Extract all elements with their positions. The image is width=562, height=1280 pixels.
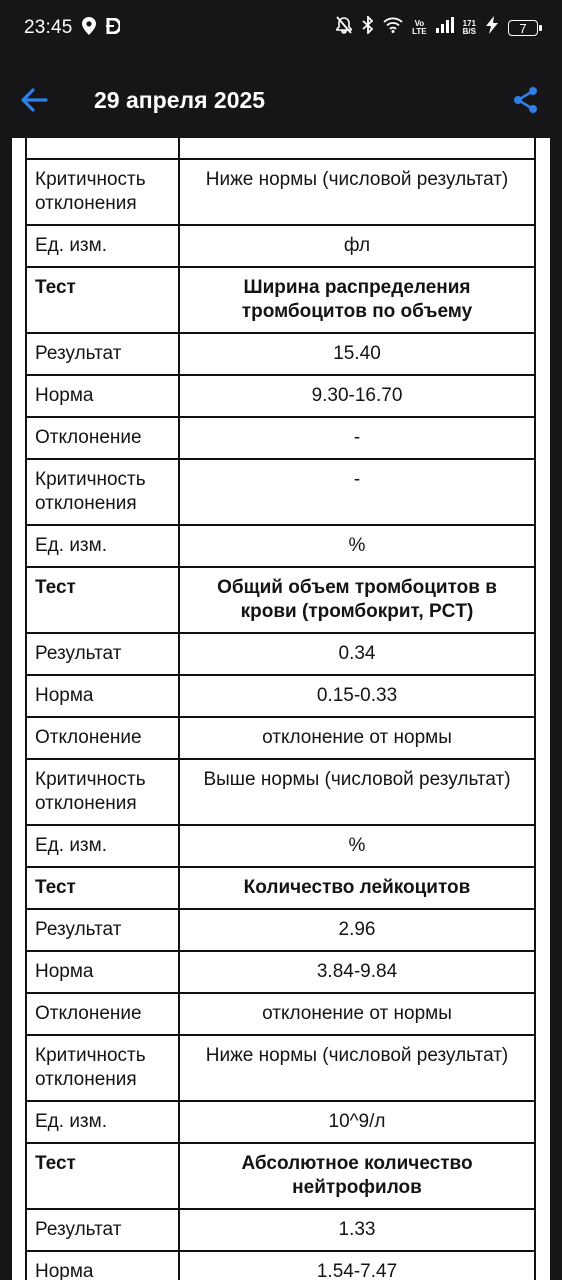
app-notification-icon	[106, 18, 120, 39]
row-label: Результат	[26, 633, 179, 675]
row-value: %	[179, 525, 535, 567]
row-label: Тест	[26, 867, 179, 909]
row-value: 1.54-7.47	[179, 1251, 535, 1280]
table-row	[26, 375, 535, 417]
row-value: Абсолютное количество нейтрофилов	[179, 1143, 535, 1209]
row-value: отклонение от нормы	[179, 993, 535, 1035]
status-time: 23:45	[24, 17, 73, 38]
location-icon	[82, 17, 96, 40]
network-speed: 171 B/S	[462, 18, 476, 36]
row-value: Количество лейкоцитов	[179, 867, 535, 909]
table-row	[26, 993, 535, 1035]
row-value: 1.33	[179, 1209, 535, 1251]
table-row	[26, 138, 535, 159]
table-row	[26, 525, 535, 567]
row-value: Ширина распределения тромбоцитов по объему	[179, 267, 535, 333]
row-label: Критичность отклонения	[26, 159, 179, 225]
arrow-left-icon	[20, 87, 48, 113]
volte-indicator: Vo LTE	[412, 18, 427, 36]
back-button[interactable]	[16, 82, 52, 118]
row-value: 3.84-9.84	[179, 951, 535, 993]
row-label: Критичность отклонения	[26, 759, 179, 825]
table-row	[26, 1035, 535, 1101]
row-value: Ниже нормы (числовой результат)	[179, 159, 535, 225]
row-value: Выше нормы (числовой результат)	[179, 759, 535, 825]
table-row	[26, 675, 535, 717]
mute-icon	[335, 16, 353, 39]
row-label: Критичность отклонения	[26, 459, 179, 525]
row-label: Отклонение	[26, 993, 179, 1035]
table-row	[26, 951, 535, 993]
row-label	[26, 138, 179, 159]
row-label: Тест	[26, 567, 179, 633]
signal-icon	[436, 17, 454, 38]
row-label: Отклонение	[26, 717, 179, 759]
bluetooth-icon	[362, 16, 374, 39]
table-row	[26, 1101, 535, 1143]
row-label: Тест	[26, 1143, 179, 1209]
results-table	[25, 138, 536, 1280]
row-label: Норма	[26, 675, 179, 717]
table-row	[26, 825, 535, 867]
row-label: Норма	[26, 1251, 179, 1280]
row-value: 9.30-16.70	[179, 375, 535, 417]
row-value: 10^9/л	[179, 1101, 535, 1143]
row-value	[179, 138, 535, 159]
row-label: Ед. изм.	[26, 225, 179, 267]
row-value: Ниже нормы (числовой результат)	[179, 1035, 535, 1101]
row-value: -	[179, 417, 535, 459]
wifi-icon	[383, 17, 403, 38]
row-value: 0.15-0.33	[179, 675, 535, 717]
row-label: Ед. изм.	[26, 525, 179, 567]
row-label: Ед. изм.	[26, 825, 179, 867]
app-bar	[0, 58, 562, 138]
share-icon	[512, 86, 540, 114]
row-value: фл	[179, 225, 535, 267]
table-row	[26, 459, 535, 525]
table-row	[26, 1209, 535, 1251]
row-label: Критичность отклонения	[26, 1035, 179, 1101]
table-row	[26, 1251, 535, 1280]
row-label: Результат	[26, 333, 179, 375]
test-header-row	[26, 867, 535, 909]
table-row	[26, 759, 535, 825]
row-label: Норма	[26, 375, 179, 417]
test-header-row	[26, 267, 535, 333]
test-header-row	[26, 1143, 535, 1209]
table-row	[26, 159, 535, 225]
row-label: Результат	[26, 909, 179, 951]
row-value: 15.40	[179, 333, 535, 375]
row-label: Результат	[26, 1209, 179, 1251]
row-value: 0.34	[179, 633, 535, 675]
test-header-row	[26, 567, 535, 633]
table-row	[26, 909, 535, 951]
table-row	[26, 225, 535, 267]
share-button[interactable]	[508, 82, 544, 118]
table-row	[26, 633, 535, 675]
status-bar	[0, 0, 562, 58]
row-label: Ед. изм.	[26, 1101, 179, 1143]
charging-icon	[485, 16, 499, 39]
row-value: Общий объем тромбоцитов в крови (тромбокрит, PCT)	[179, 567, 535, 633]
table-row	[26, 717, 535, 759]
page-title: 29 апреля 2025	[94, 87, 266, 113]
row-value: 2.96	[179, 909, 535, 951]
row-value: -	[179, 459, 535, 525]
table-row	[26, 417, 535, 459]
row-value: отклонение от нормы	[179, 717, 535, 759]
row-label: Норма	[26, 951, 179, 993]
battery-icon: 7	[508, 20, 538, 36]
row-label: Тест	[26, 267, 179, 333]
row-value: %	[179, 825, 535, 867]
results-content	[12, 138, 550, 1280]
row-label: Отклонение	[26, 417, 179, 459]
table-row	[26, 333, 535, 375]
